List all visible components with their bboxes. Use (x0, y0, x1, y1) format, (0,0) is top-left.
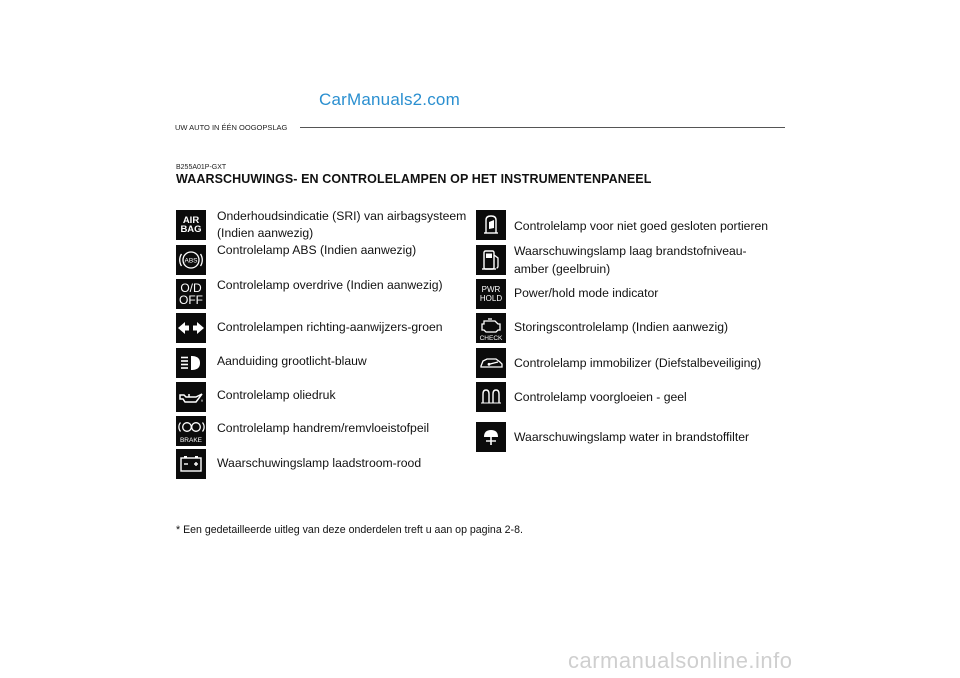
check-engine-icon (476, 313, 506, 343)
item-label: Aanduiding grootlicht-blauw (217, 354, 367, 368)
header-rule (300, 127, 785, 128)
brake-icon (176, 416, 206, 446)
overdrive-icon-text-2: OFF (179, 293, 203, 307)
watermark-bottom: carmanualsonline.info (568, 648, 793, 673)
power-hold-icon-text-1: PWR (481, 284, 501, 294)
item-label: Waarschuwingslamp laadstroom-rood (217, 456, 422, 470)
item-label: Controlelamp ABS (Indien aanwezig) (217, 243, 417, 257)
item-label: Storingscontrolelamp (Indien aanwezig) (514, 320, 729, 334)
door-open-icon (476, 210, 506, 240)
item-label: Controlelamp immobilizer (Diefstalbeveiliging) (514, 356, 762, 370)
footnote: * Een gedetailleerde uitleg van deze onderdelen treft u aan op pagina 2-8. (176, 524, 523, 536)
power-hold-icon (476, 279, 506, 309)
item-label-2: amber (geelbruin) (514, 262, 611, 276)
item-label: Controlelamp overdrive (Indien aanwezig) (217, 278, 443, 292)
airbag-icon-text-2: BAG (180, 224, 202, 235)
item-label: Waarschuwingslamp laag brandstofniveau- (514, 244, 747, 258)
water-in-fuel-icon (476, 422, 506, 452)
abs-icon-text: ABS (184, 257, 198, 265)
brake-icon-text: BRAKE (179, 437, 203, 444)
section-code: B255A01P-GXT (176, 164, 227, 171)
airbag-icon (176, 210, 206, 240)
item-label: Power/hold mode indicator (514, 286, 659, 300)
fuel-icon (476, 245, 506, 275)
item-label-2: (Indien aanwezig) (217, 226, 314, 240)
overdrive-icon-text-1: O/D (180, 281, 202, 295)
item-label: Controlelampen richting-aanwijzers-groen (217, 320, 443, 334)
overdrive-off-icon (176, 279, 206, 309)
check-icon-text: CHECK (479, 335, 503, 342)
item-label: Controlelamp voorgloeien - geel (514, 390, 687, 404)
item-label: Controlelamp handrem/remvloeistofpeil (217, 421, 430, 435)
glow-plug-icon (476, 382, 506, 412)
page-title: WAARSCHUWINGS- EN CONTROLELAMPEN OP HET INSTRUMENTENPANEEL (176, 172, 652, 186)
high-beam-icon (176, 348, 206, 378)
item-label: Controlelamp oliedruk (217, 388, 336, 402)
watermark-top: CarManuals2.com (319, 90, 460, 109)
power-hold-icon-text-2: HOLD (479, 293, 503, 303)
turn-signal-icon (176, 313, 206, 343)
oil-pressure-icon (176, 382, 206, 412)
item-label: Onderhoudsindicatie (SRI) van airbagsysteem (217, 209, 467, 223)
airbag-icon-text-1: AIR (182, 214, 200, 226)
battery-icon (176, 449, 206, 479)
item-label: Controlelamp voor niet goed gesloten portieren (514, 219, 769, 233)
item-label: Waarschuwingslamp water in brandstoffilter (514, 430, 750, 444)
abs-icon (176, 245, 206, 275)
header-label: UW AUTO IN ÉÉN OOGOPSLAG (175, 123, 288, 132)
immobilizer-icon (476, 348, 506, 378)
